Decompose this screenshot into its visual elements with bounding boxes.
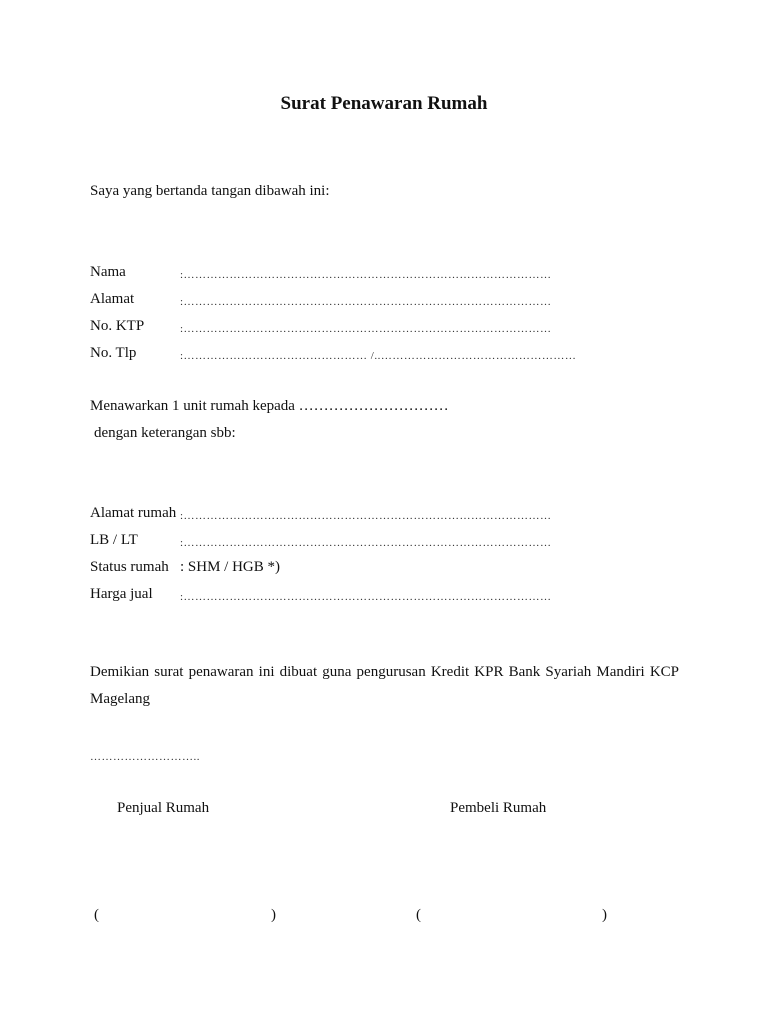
field-value-alamat: :…………………………………………………………………………………… bbox=[180, 296, 552, 308]
buyer-paren-open: ( bbox=[416, 907, 421, 923]
field-value-nama: :…………………………………………………………………………………… bbox=[180, 269, 552, 281]
buyer-signature-label: Pembeli Rumah bbox=[450, 800, 547, 816]
closing-paragraph: Demikian surat penawaran ini dibuat guna pengurusan Kredit KPR Bank Syariah Mandiri KCP Magelang bbox=[90, 664, 679, 707]
field-value-lb-lt: :…………………………………………………………………………………… bbox=[180, 537, 552, 549]
intro-text: Saya yang bertanda tangan dibawah ini: bbox=[90, 183, 330, 199]
field-label-nama: Nama bbox=[90, 264, 126, 280]
field-value-status-rumah: : SHM / HGB *) bbox=[180, 559, 281, 575]
field-label-alamat: Alamat bbox=[90, 291, 135, 307]
field-label-tlp: No. Tlp bbox=[90, 345, 137, 361]
field-value-ktp: :…………………………………………………………………………………… bbox=[180, 323, 552, 335]
buyer-paren-close: ) bbox=[602, 907, 607, 923]
date-line: ……………………….. bbox=[90, 751, 200, 763]
field-label-alamat-rumah: Alamat rumah bbox=[90, 505, 177, 521]
field-label-status-rumah: Status rumah bbox=[90, 559, 169, 575]
document-title: Surat Penawaran Rumah bbox=[280, 93, 488, 114]
field-value-alamat-rumah: :…………………………………………………………………………………… bbox=[180, 510, 552, 522]
seller-paren-open: ( bbox=[94, 907, 99, 923]
field-value-tlp: :………………………………………… /..…………………………………………… bbox=[180, 350, 577, 362]
field-label-lb-lt: LB / LT bbox=[90, 532, 138, 548]
seller-paren-close: ) bbox=[271, 907, 276, 923]
offer-line: Menawarkan 1 unit rumah kepada ………………………… bbox=[90, 398, 449, 414]
offer-details-intro: dengan keterangan sbb: bbox=[94, 425, 236, 441]
field-label-harga-jual: Harga jual bbox=[90, 586, 153, 602]
field-value-harga-jual: :…………………………………………………………………………………… bbox=[180, 591, 552, 603]
seller-signature-label: Penjual Rumah bbox=[117, 800, 210, 816]
field-label-ktp: No. KTP bbox=[90, 318, 145, 334]
